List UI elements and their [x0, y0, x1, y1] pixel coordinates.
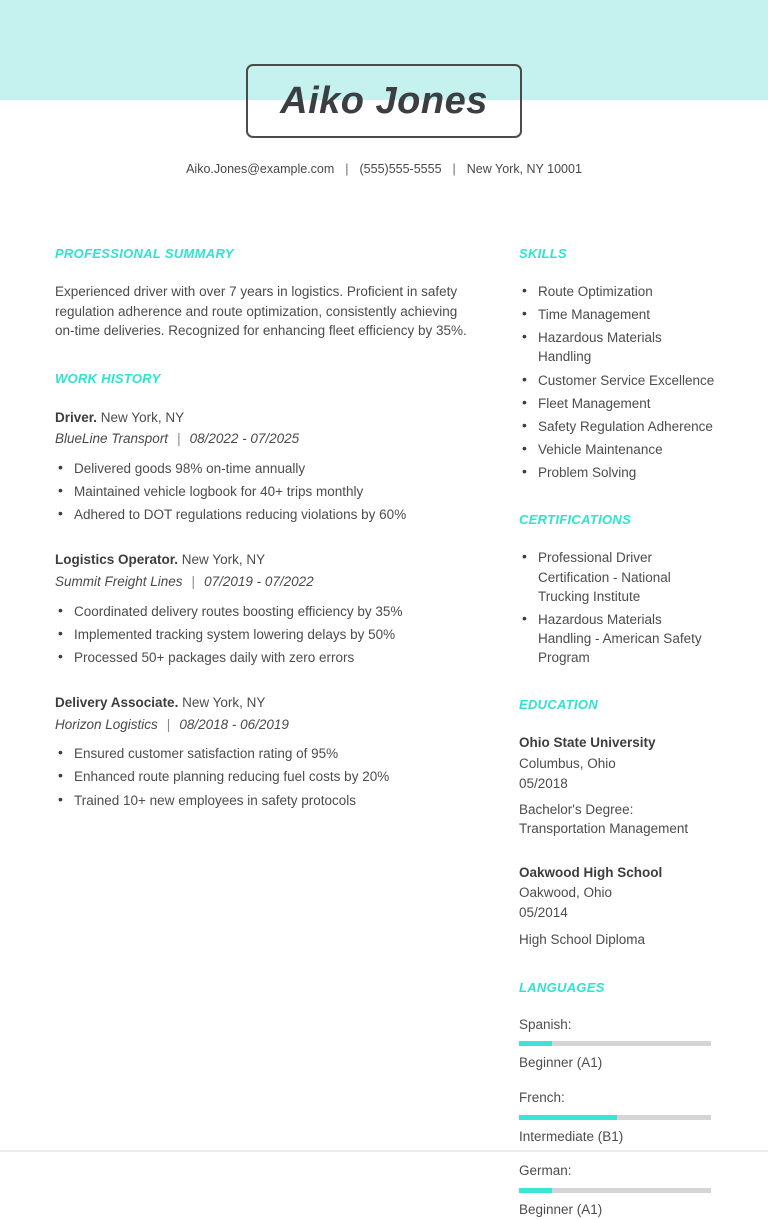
job-bullet: • Implemented tracking system lowering delays by 50% — [55, 625, 467, 644]
contact-separator: | — [345, 162, 349, 176]
skill-item: • Hazardous Materials Handling — [519, 328, 717, 366]
skill-item: • Safety Regulation Adherence — [519, 417, 717, 436]
certification-item: • Hazardous Materials Handling - American Safety Program — [519, 610, 717, 667]
job-location: New York, NY — [182, 695, 266, 710]
job-company: Horizon Logistics — [55, 716, 158, 732]
skill-item: • Route Optimization — [519, 282, 717, 301]
skill-item: • Customer Service Excellence — [519, 371, 717, 390]
job-separator: | — [166, 716, 171, 732]
language-progress-track — [519, 1041, 711, 1046]
job-bullet-list — [55, 602, 467, 667]
summary-text: Experienced driver with over 7 years in logistics. Proficient in safety regulation adherence and route optimization, consistently achieving on-time deliveries. Recognized for enhancing fleet efficiency by 35%. — [55, 284, 467, 339]
section-languages — [519, 980, 717, 1219]
job-company: BlueLine Transport — [55, 431, 169, 447]
section-skills — [519, 246, 717, 482]
contact-location: New York, NY 10001 — [466, 162, 582, 176]
education-entry — [519, 733, 717, 839]
contact-email: Aiko.Jones@example.com — [186, 162, 335, 176]
right-column — [519, 246, 717, 1219]
contact-separator: | — [452, 162, 456, 176]
language-progress-track — [519, 1188, 711, 1193]
skill-item: • Problem Solving — [519, 463, 717, 482]
skills-list — [519, 282, 717, 482]
job-bullet: • Adhered to DOT regulations reducing violations by 60% — [55, 505, 467, 524]
school-location: Columbus, Ohio — [519, 755, 616, 771]
language-level: Beginner (A1) — [519, 1202, 603, 1218]
name-box — [246, 64, 522, 138]
job-title-line — [55, 407, 467, 429]
school-name: Ohio State University — [519, 735, 656, 751]
job-company: Summit Freight Lines — [55, 573, 183, 589]
job-role: Logistics Operator. — [55, 552, 179, 568]
job-bullet: • Trained 10+ new employees in safety protocols — [55, 791, 467, 810]
job-role: Driver. — [55, 409, 98, 425]
skill-item: • Time Management — [519, 305, 717, 324]
section-title-languages: LANGUAGES — [519, 979, 605, 995]
language-level: Beginner (A1) — [519, 1055, 603, 1071]
section-title-professional-summary: PROFESSIONAL SUMMARY — [55, 246, 234, 261]
skill-item: • Fleet Management — [519, 394, 717, 413]
job-subtitle — [55, 571, 467, 593]
language-progress-track — [519, 1115, 711, 1120]
school-name: Oakwood High School — [519, 864, 663, 880]
job-subtitle — [55, 714, 467, 736]
job-bullet: • Processed 50+ packages daily with zero errors — [55, 648, 467, 667]
section-title-skills: SKILLS — [519, 246, 568, 261]
language-progress-fill — [519, 1188, 552, 1193]
language-entry — [519, 1016, 717, 1072]
school-degree: High School Diploma — [519, 931, 646, 947]
job-dates: 08/2022 - 07/2025 — [189, 431, 300, 447]
contact-phone: (555)555-5555 — [359, 162, 442, 176]
certifications-list — [519, 548, 717, 667]
section-title-education: EDUCATION — [519, 697, 599, 713]
job-separator: | — [177, 431, 181, 447]
job-bullet: • Maintained vehicle logbook for 40+ trips monthly — [55, 482, 467, 501]
school-degree: Bachelor's Degree: Transportation Management — [519, 802, 689, 836]
contact-line — [0, 162, 768, 176]
skill-item: • Vehicle Maintenance — [519, 440, 717, 459]
job-role: Delivery Associate. — [55, 695, 179, 710]
section-education — [519, 697, 717, 949]
school-date: 05/2018 — [519, 775, 568, 791]
language-progress-fill — [519, 1115, 617, 1120]
section-work-history — [55, 371, 467, 810]
job-bullet: • Enhanced route planning reducing fuel costs by 20% — [55, 767, 467, 786]
job-bullet: • Ensured customer satisfaction rating of 95% — [55, 744, 467, 763]
language-name: French: — [519, 1089, 565, 1105]
school-date: 05/2014 — [519, 905, 568, 921]
section-title-certifications: CERTIFICATIONS — [519, 512, 632, 528]
job-bullet-list — [55, 459, 467, 524]
job-entry — [55, 549, 467, 667]
job-entry — [55, 407, 467, 525]
job-dates: 07/2019 - 07/2022 — [204, 573, 314, 589]
job-bullet-list — [55, 744, 467, 809]
job-location: New York, NY — [100, 409, 185, 425]
candidate-name: Aiko Jones — [280, 79, 488, 122]
language-name: Spanish: — [519, 1016, 572, 1032]
certification-item: • Professional Driver Certification - National Trucking Institute — [519, 548, 717, 605]
language-entry — [519, 1162, 717, 1218]
job-title-line — [55, 692, 467, 714]
language-level: Intermediate (B1) — [519, 1128, 624, 1144]
language-entry — [519, 1089, 717, 1145]
job-separator: | — [191, 573, 196, 589]
section-title-work-history: WORK HISTORY — [55, 370, 161, 386]
job-subtitle — [55, 428, 467, 450]
left-column — [55, 246, 467, 814]
section-certifications — [519, 512, 717, 667]
job-bullet: • Delivered goods 98% on-time annually — [55, 459, 467, 478]
job-dates: 08/2018 - 06/2019 — [179, 716, 289, 732]
job-title-line — [55, 549, 467, 571]
school-location: Oakwood, Ohio — [519, 885, 613, 901]
language-name: German: — [519, 1163, 572, 1179]
job-entry — [55, 692, 467, 810]
section-professional-summary — [55, 246, 467, 341]
job-bullet: • Coordinated delivery routes boosting efficiency by 35% — [55, 602, 467, 621]
language-progress-fill — [519, 1041, 552, 1046]
job-location: New York, NY — [181, 552, 266, 568]
education-entry — [519, 863, 717, 950]
